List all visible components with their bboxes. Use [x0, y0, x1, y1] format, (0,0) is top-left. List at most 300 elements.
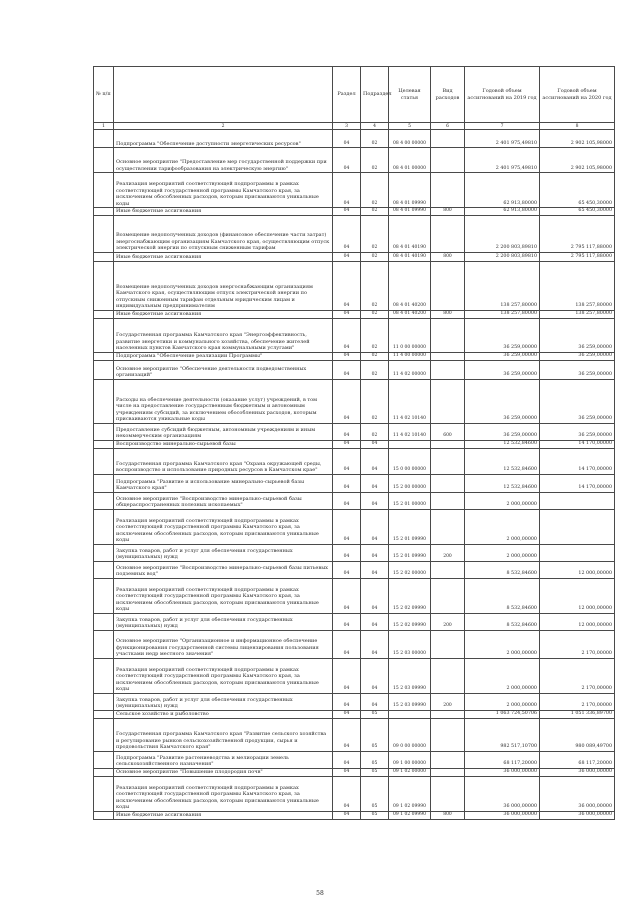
cell-podrazdel: 05: [361, 718, 389, 751]
table-row: [94, 379, 615, 423]
cell-podrazdel: 04: [361, 613, 389, 630]
cell-2019: 2 000,00000: [465, 630, 540, 658]
cell-name: Сельское хозяйство и рыболовство: [114, 710, 333, 718]
cell-2020: 14 170,00000: [540, 440, 615, 448]
cell-name: Расходы на обеспечение деятельности (оказание услуг) учреждений, в том числе на предоставление государственным бюджетным и автономным учреждениям субсидий, за исключением обособленных расходов, которым присваиваются уникальные коды: [114, 379, 333, 423]
table-row: [94, 509, 615, 544]
cell-podrazdel: 05: [361, 776, 389, 811]
cell-razdel: 04: [333, 561, 361, 578]
cell-num: [94, 768, 114, 776]
cell-2019: 2 401 975,49810: [465, 148, 540, 173]
header-2019: Годовой объем ассигнований на 2019 год: [465, 67, 540, 123]
cell-vr: [431, 148, 465, 173]
cell-2020: 36 000,00000: [540, 768, 615, 776]
cell-csr: 08 4 01 40200: [389, 310, 431, 318]
col-number: 4: [361, 123, 389, 130]
cell-podrazdel: 05: [361, 751, 389, 768]
cell-podrazdel: 04: [361, 693, 389, 710]
cell-2020: 980 089,49700: [540, 718, 615, 751]
cell-2020: [540, 544, 615, 561]
col-number: 3: [333, 123, 361, 130]
cell-name: Подпрограмма "Обеспечение доступности энергетических ресурсов": [114, 130, 333, 148]
cell-num: [94, 693, 114, 710]
cell-podrazdel: 05: [361, 710, 389, 718]
cell-name: Реализация мероприятий соответствующей подпрограммы в рамках соответствующей государственной программы Камчатского края, за исключением обособленных расходов, которым присваиваются уникальные коды: [114, 658, 333, 693]
cell-csr: [389, 440, 431, 448]
cell-razdel: 04: [333, 252, 361, 261]
cell-name: Государственная программа Камчатского края "Развитие сельского хозяйства и регулирование рынков сельскохозяйственной продукции, сырья и продовольствия Камчатского края": [114, 718, 333, 751]
cell-num: [94, 379, 114, 423]
cell-vr: [431, 448, 465, 474]
cell-2020: 36 000,00000: [540, 776, 615, 811]
table-row: [94, 318, 615, 352]
cell-num: [94, 474, 114, 492]
cell-2019: 68 117,20000: [465, 751, 540, 768]
table-row: [94, 352, 615, 360]
cell-podrazdel: 04: [361, 474, 389, 492]
cell-podrazdel: 02: [361, 215, 389, 252]
cell-csr: 11 4 02 00000: [389, 360, 431, 379]
table-body: [94, 130, 615, 820]
cell-vr: [431, 261, 465, 310]
cell-2020: 36 259,00000: [540, 379, 615, 423]
cell-podrazdel: 02: [361, 173, 389, 208]
column-number-row: [94, 123, 615, 130]
cell-name: Иные бюджетные ассигнования: [114, 252, 333, 261]
cell-csr: 15 2 02 09990: [389, 578, 431, 613]
cell-2019: 12 532,84600: [465, 474, 540, 492]
cell-num: [94, 776, 114, 811]
cell-podrazdel: 04: [361, 658, 389, 693]
cell-2019: 12 532,84600: [465, 440, 540, 448]
cell-csr: 11 4 00 00000: [389, 352, 431, 360]
cell-2020: 2 902 105,98000: [540, 130, 615, 148]
cell-name: Основное мероприятие "Воспроизводство минерально-сырьевой базы питьевых подземных вод": [114, 561, 333, 578]
col-number: 1: [94, 123, 114, 130]
cell-2019: 62 913,80000: [465, 173, 540, 208]
cell-csr: 08 4 00 00000: [389, 130, 431, 148]
cell-vr: 800: [431, 811, 465, 819]
cell-vr: [431, 768, 465, 776]
cell-num: [94, 252, 114, 261]
table-row: [94, 148, 615, 173]
cell-name: Подпрограмма "Развитие растениеводства и мелиорации земель сельскохозяйственного назначения": [114, 751, 333, 768]
cell-vr: [431, 173, 465, 208]
cell-csr: 15 2 02 00000: [389, 561, 431, 578]
cell-csr: 15 2 02 09990: [389, 613, 431, 630]
cell-razdel: 04: [333, 173, 361, 208]
col-number: 7: [465, 123, 540, 130]
table-header-row: [94, 67, 615, 123]
cell-2020: 36 000,00000: [540, 811, 615, 819]
cell-2020: 138 257,80000: [540, 310, 615, 318]
cell-name: Закупка товаров, работ и услуг для обеспечения государственных (муниципальных) нужд: [114, 544, 333, 561]
cell-num: [94, 310, 114, 318]
cell-name: Государственная программа Камчатского края "Энергоэффективность, развитие энергетики и коммунального хозяйства, обеспечение жителей населенных пунктов Камчатского края коммунальными услугами": [114, 318, 333, 352]
table-row: [94, 544, 615, 561]
cell-vr: [431, 130, 465, 148]
cell-razdel: 04: [333, 578, 361, 613]
header-vr: Вид расходов: [431, 67, 465, 123]
cell-2020: 2 170,00000: [540, 658, 615, 693]
cell-num: [94, 148, 114, 173]
header-podrazdel: Подраздел: [361, 67, 389, 123]
table-row: [94, 613, 615, 630]
cell-2019: 8 532,84600: [465, 561, 540, 578]
cell-2019: 8 532,84600: [465, 613, 540, 630]
cell-num: [94, 130, 114, 148]
cell-num: [94, 544, 114, 561]
cell-csr: 08 4 01 40200: [389, 261, 431, 310]
cell-2019: 36 259,00000: [465, 352, 540, 360]
cell-podrazdel: 04: [361, 448, 389, 474]
cell-vr: [431, 776, 465, 811]
cell-razdel: 04: [333, 148, 361, 173]
cell-vr: [431, 360, 465, 379]
cell-vr: [431, 658, 465, 693]
cell-razdel: 04: [333, 509, 361, 544]
cell-razdel: 04: [333, 310, 361, 318]
cell-vr: [431, 474, 465, 492]
cell-vr: [431, 215, 465, 252]
cell-num: [94, 173, 114, 208]
cell-2020: 12 000,00000: [540, 561, 615, 578]
table-row: [94, 693, 615, 710]
cell-2019: 138 257,80000: [465, 261, 540, 310]
cell-podrazdel: 02: [361, 360, 389, 379]
cell-2020: 2 170,00000: [540, 630, 615, 658]
cell-2020: 36 259,00000: [540, 360, 615, 379]
table-row: [94, 261, 615, 310]
table-row: [94, 776, 615, 811]
cell-num: [94, 448, 114, 474]
cell-num: [94, 751, 114, 768]
cell-vr: [431, 440, 465, 448]
cell-num: [94, 718, 114, 751]
cell-2019: 36 259,00000: [465, 379, 540, 423]
cell-vr: [431, 578, 465, 613]
cell-num: [94, 658, 114, 693]
cell-2019: 2 000,00000: [465, 492, 540, 509]
header-csr: Целевая статья: [389, 67, 431, 123]
cell-2020: 2 795 117,88000: [540, 215, 615, 252]
cell-podrazdel: 02: [361, 208, 389, 216]
cell-podrazdel: 04: [361, 440, 389, 448]
cell-2020: 138 257,80000: [540, 261, 615, 310]
header-razdel: Раздел: [333, 67, 361, 123]
cell-2020: 2 170,00000: [540, 693, 615, 710]
table-row: [94, 768, 615, 776]
cell-2020: [540, 509, 615, 544]
cell-2019: 2 200 803,89810: [465, 252, 540, 261]
cell-csr: 15 0 00 00000: [389, 448, 431, 474]
cell-podrazdel: 02: [361, 130, 389, 148]
header-name: [114, 67, 333, 123]
cell-2020: 68 117,20000: [540, 751, 615, 768]
cell-razdel: 04: [333, 658, 361, 693]
cell-vr: [431, 718, 465, 751]
cell-num: [94, 561, 114, 578]
cell-vr: 800: [431, 252, 465, 261]
cell-name: Возмещение недополученных доходов (финансовое обеспечение части затрат) энергоснабжающим организациям Камчатского края, осуществляющим отпуск электрической энергии по отпускным сниженным тарифам: [114, 215, 333, 252]
cell-csr: 09 1 02 09990: [389, 776, 431, 811]
table-row: [94, 440, 615, 448]
cell-2020: 14 170,00000: [540, 474, 615, 492]
cell-name: Закупка товаров, работ и услуг для обеспечения государственных (муниципальных) нужд: [114, 613, 333, 630]
cell-name: Основное мероприятие "Воспроизводство минерально-сырьевой базы общераспространенных полезных ископаемых": [114, 492, 333, 509]
cell-num: [94, 360, 114, 379]
cell-num: [94, 318, 114, 352]
cell-csr: 15 2 03 09990: [389, 658, 431, 693]
table-row: [94, 474, 615, 492]
cell-vr: [431, 561, 465, 578]
table-row: [94, 578, 615, 613]
cell-podrazdel: 02: [361, 261, 389, 310]
table-row: [94, 448, 615, 474]
cell-razdel: 04: [333, 544, 361, 561]
cell-csr: 11 0 00 00000: [389, 318, 431, 352]
cell-razdel: 04: [333, 718, 361, 751]
cell-name: Подпрограмма "Обеспечение реализации Программы": [114, 352, 333, 360]
table-row: [94, 710, 615, 718]
cell-csr: 11 4 02 10140: [389, 423, 431, 440]
cell-vr: 600: [431, 423, 465, 440]
cell-podrazdel: 02: [361, 379, 389, 423]
cell-razdel: 04: [333, 751, 361, 768]
cell-name: Предоставление субсидий бюджетным, автономным учреждениям и иным некоммерческим организациям: [114, 423, 333, 440]
cell-num: [94, 492, 114, 509]
cell-name: Реализация мероприятий соответствующей подпрограммы в рамках соответствующей государственной программы Камчатского края, за исключением обособленных расходов, которым присваиваются уникальные коды: [114, 173, 333, 208]
col-number: 6: [431, 123, 465, 130]
table-row: [94, 751, 615, 768]
cell-2019: 62 913,80000: [465, 208, 540, 216]
cell-podrazdel: 02: [361, 352, 389, 360]
cell-num: [94, 630, 114, 658]
col-number: 2: [114, 123, 333, 130]
cell-name: Реализация мероприятий соответствующей подпрограммы в рамках соответствующей государственной программы Камчатского края, за исключением обособленных расходов, которым присваиваются уникальные коды: [114, 776, 333, 811]
cell-csr: 11 4 02 10140: [389, 379, 431, 423]
cell-razdel: 04: [333, 768, 361, 776]
cell-2020: 36 259,00000: [540, 423, 615, 440]
cell-csr: 09 0 00 00000: [389, 718, 431, 751]
cell-vr: 200: [431, 544, 465, 561]
cell-num: [94, 352, 114, 360]
cell-2020: 36 259,00000: [540, 352, 615, 360]
budget-sheet: [93, 66, 614, 820]
cell-csr: 09 1 02 09990: [389, 811, 431, 819]
cell-2019: 2 401 975,49810: [465, 130, 540, 148]
cell-vr: [431, 751, 465, 768]
cell-name: Государственная программа Камчатского края "Охрана окружающей среды, воспроизводство и использование природных ресурсов в Камчатском крае": [114, 448, 333, 474]
cell-num: [94, 509, 114, 544]
cell-razdel: 04: [333, 261, 361, 310]
cell-num: [94, 613, 114, 630]
table-row: [94, 208, 615, 216]
table-row: [94, 130, 615, 148]
cell-podrazdel: 02: [361, 423, 389, 440]
header-num: № п/п: [94, 67, 114, 123]
table-row: [94, 811, 615, 819]
cell-csr: 08 4 01 09990: [389, 173, 431, 208]
table-row: [94, 630, 615, 658]
cell-2019: 36 000,00000: [465, 811, 540, 819]
cell-podrazdel: 04: [361, 578, 389, 613]
cell-2020: 1 051 336,89700: [540, 710, 615, 718]
cell-razdel: 04: [333, 423, 361, 440]
table-row: [94, 360, 615, 379]
cell-csr: 15 2 01 09990: [389, 509, 431, 544]
cell-name: Основное мероприятие "Предоставление мер государственной поддержки при осуществлении тарифообразования на электрическую энергию": [114, 148, 333, 173]
cell-name: Реализация мероприятий соответствующей подпрограммы в рамках соответствующей государственной программы Камчатского края, за исключением обособленных расходов, которым присваиваются уникальные коды: [114, 578, 333, 613]
cell-2019: 36 000,00000: [465, 768, 540, 776]
cell-razdel: 04: [333, 208, 361, 216]
table-row: [94, 718, 615, 751]
table-row: [94, 658, 615, 693]
cell-podrazdel: 02: [361, 318, 389, 352]
cell-csr: 15 2 01 09990: [389, 544, 431, 561]
cell-2020: 36 259,00000: [540, 318, 615, 352]
cell-name: Основное мероприятие "Обеспечение деятельности подведомственных организаций": [114, 360, 333, 379]
cell-2020: 12 000,00000: [540, 578, 615, 613]
cell-2020: 65 450,30000: [540, 173, 615, 208]
cell-2019: 36 000,00000: [465, 776, 540, 811]
cell-2019: 1 063 724,50706: [465, 710, 540, 718]
cell-razdel: 04: [333, 215, 361, 252]
cell-num: [94, 208, 114, 216]
cell-razdel: 04: [333, 448, 361, 474]
cell-razdel: 04: [333, 613, 361, 630]
cell-name: Иные бюджетные ассигнования: [114, 208, 333, 216]
cell-csr: 08 4 01 09990: [389, 208, 431, 216]
cell-2019: 2 000,00000: [465, 544, 540, 561]
cell-2019: 36 259,00000: [465, 423, 540, 440]
table-row: [94, 310, 615, 318]
table-row: [94, 173, 615, 208]
col-number: 5: [389, 123, 431, 130]
cell-2020: 2 795 117,88000: [540, 252, 615, 261]
cell-razdel: 04: [333, 630, 361, 658]
cell-vr: 800: [431, 310, 465, 318]
cell-vr: 200: [431, 613, 465, 630]
cell-csr: 09 1 02 00000: [389, 768, 431, 776]
cell-vr: [431, 630, 465, 658]
cell-vr: 800: [431, 208, 465, 216]
cell-num: [94, 710, 114, 718]
cell-num: [94, 423, 114, 440]
cell-razdel: 04: [333, 379, 361, 423]
cell-podrazdel: 02: [361, 310, 389, 318]
cell-num: [94, 215, 114, 252]
cell-name: Реализация мероприятий соответствующей подпрограммы в рамках соответствующей государственной программы Камчатского края, за исключением обособленных расходов, которым присваиваются уникальные коды: [114, 509, 333, 544]
cell-name: Иные бюджетные ассигнования: [114, 310, 333, 318]
cell-2019: 138 257,80000: [465, 310, 540, 318]
cell-num: [94, 261, 114, 310]
cell-podrazdel: 05: [361, 811, 389, 819]
cell-razdel: 04: [333, 318, 361, 352]
cell-podrazdel: 04: [361, 561, 389, 578]
cell-razdel: 04: [333, 492, 361, 509]
cell-2019: 982 517,10700: [465, 718, 540, 751]
cell-razdel: 04: [333, 360, 361, 379]
cell-razdel: 04: [333, 440, 361, 448]
cell-podrazdel: 04: [361, 544, 389, 561]
cell-podrazdel: 02: [361, 252, 389, 261]
cell-2019: 36 259,00000: [465, 360, 540, 379]
cell-razdel: 04: [333, 710, 361, 718]
col-number: 8: [540, 123, 615, 130]
cell-name: Воспроизводство минерально-сырьевой базы: [114, 440, 333, 448]
cell-2019: 36 259,00000: [465, 318, 540, 352]
cell-name: Возмещение недополученных доходов энергоснабжающим организациям Камчатского края, осуществляющим отпуск электрической энергии по отпускным сниженным тарифам отдельным юридическим лицам и индивидуальным предпринимателям: [114, 261, 333, 310]
cell-2019: 2 000,00000: [465, 658, 540, 693]
cell-vr: 200: [431, 693, 465, 710]
cell-vr: [431, 492, 465, 509]
cell-2020: 2 902 105,98000: [540, 148, 615, 173]
cell-razdel: 04: [333, 474, 361, 492]
header-2020: Годовой объем ассигнований на 2020 год: [540, 67, 615, 123]
cell-num: [94, 578, 114, 613]
cell-2019: 2 200 803,89810: [465, 215, 540, 252]
cell-csr: 08 4 01 40190: [389, 252, 431, 261]
cell-csr: 15 2 01 00000: [389, 492, 431, 509]
cell-csr: 15 2 00 00000: [389, 474, 431, 492]
cell-2019: 8 532,84600: [465, 578, 540, 613]
cell-podrazdel: 04: [361, 492, 389, 509]
cell-vr: [431, 710, 465, 718]
cell-num: [94, 440, 114, 448]
page-number: 58: [316, 890, 324, 897]
cell-csr: 08 4 01 40190: [389, 215, 431, 252]
cell-num: [94, 811, 114, 819]
cell-csr: [389, 710, 431, 718]
cell-name: Подпрограмма "Развитие и использование минерально-сырьевой базы Камчатского края": [114, 474, 333, 492]
cell-name: Основное мероприятие "Организационное и информационное обеспечение функционирования государственной системы лицензирования пользования участками недр местного значения": [114, 630, 333, 658]
cell-razdel: 04: [333, 693, 361, 710]
cell-vr: [431, 318, 465, 352]
cell-2019: 12 532,84600: [465, 448, 540, 474]
cell-podrazdel: 05: [361, 768, 389, 776]
table-row: [94, 492, 615, 509]
cell-csr: 08 4 01 00000: [389, 148, 431, 173]
cell-2020: 12 000,00000: [540, 613, 615, 630]
cell-2020: [540, 492, 615, 509]
cell-name: Иные бюджетные ассигнования: [114, 811, 333, 819]
cell-vr: [431, 509, 465, 544]
cell-podrazdel: 04: [361, 630, 389, 658]
cell-razdel: 04: [333, 776, 361, 811]
cell-2020: 14 170,00000: [540, 448, 615, 474]
cell-vr: [431, 379, 465, 423]
cell-razdel: 04: [333, 352, 361, 360]
cell-razdel: 04: [333, 811, 361, 819]
table-row: [94, 423, 615, 440]
cell-csr: 15 2 03 09990: [389, 693, 431, 710]
table-row: [94, 215, 615, 252]
cell-2020: 65 450,30000: [540, 208, 615, 216]
cell-podrazdel: 04: [361, 509, 389, 544]
cell-csr: 15 2 03 00000: [389, 630, 431, 658]
cell-2019: 2 000,00000: [465, 693, 540, 710]
cell-name: Основное мероприятие "Повышение плодородия почв": [114, 768, 333, 776]
table-row: [94, 252, 615, 261]
cell-2019: 2 000,00000: [465, 509, 540, 544]
cell-vr: [431, 352, 465, 360]
cell-podrazdel: 02: [361, 148, 389, 173]
budget-table: [93, 66, 615, 820]
cell-csr: 09 1 00 00000: [389, 751, 431, 768]
cell-name: Закупка товаров, работ и услуг для обеспечения государственных (муниципальных) нужд: [114, 693, 333, 710]
table-row: [94, 561, 615, 578]
